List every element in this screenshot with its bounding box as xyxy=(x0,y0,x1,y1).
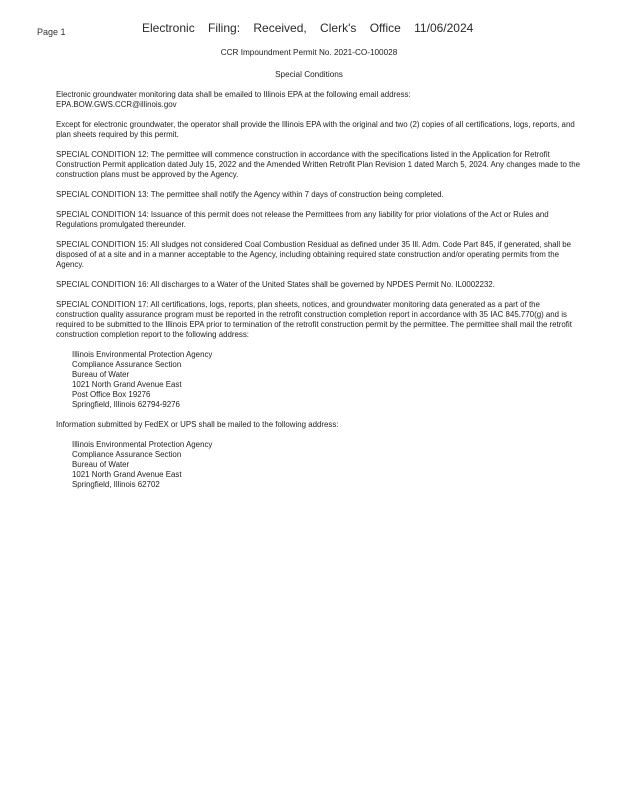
special-condition-15: SPECIAL CONDITION 15: All sludges not considered Coal Combustion Residual as defined under 35 Ill. Adm. Code Part 845, if generated, shall be disposed of at a site and in a manner acceptable to the Agency, including obtaining required state construction and/or operating permits from the Agency. xyxy=(56,240,572,269)
address-line: Illinois Environmental Protection Agency xyxy=(72,350,213,359)
address-line: Bureau of Water xyxy=(72,460,130,469)
email-intro: Electronic groundwater monitoring data shall be emailed to Illinois EPA at the following email address: xyxy=(56,90,411,99)
courier-address xyxy=(72,440,584,490)
special-condition-14: SPECIAL CONDITION 14: Issuance of this permit does not release the Permittees from any liability for prior violations of the Act or Rules and Regulations promulgated thereunder. xyxy=(56,210,549,229)
section-title: Special Conditions xyxy=(275,70,343,79)
email-paragraph xyxy=(56,90,584,110)
address-line: Post Office Box 19276 xyxy=(72,390,151,399)
document-body xyxy=(56,90,584,500)
page-number: Page 1 xyxy=(37,27,66,37)
courier-intro: Information submitted by FedEX or UPS shall be mailed to the following address: xyxy=(56,420,339,429)
special-condition-12: SPECIAL CONDITION 12: The permittee will commence construction in accordance with the specifications listed in the Application for Retrofit Construction Permit application dated July 15, 2022 and the Amended Written Retrofit Plan Revision 1 dated March 5, 2024. Any changes made to the construction plans must be approved by the Agency. xyxy=(56,150,581,179)
mailing-address xyxy=(72,350,584,410)
address-line: 1021 North Grand Avenue East xyxy=(72,380,182,389)
address-line: Springfield, Illinois 62702 xyxy=(72,480,160,489)
address-line: 1021 North Grand Avenue East xyxy=(72,470,182,479)
copies-paragraph: Except for electronic groundwater, the operator shall provide the Illinois EPA with the original and two (2) copies of all certifications, logs, reports, and plan sheets required by this permit. xyxy=(56,120,575,139)
permit-number: CCR Impoundment Permit No. 2021-CO-100028 xyxy=(220,48,398,57)
email-address: EPA.BOW.GWS.CCR@illinois.gov xyxy=(56,100,177,109)
filing-stamp: Electronic Filing: Received, Clerk's Office 11/06/2024 xyxy=(142,21,474,35)
special-condition-17: SPECIAL CONDITION 17: All certifications, logs, reports, plan sheets, notices, and groundwater monitoring data generated as a part of the construction quality assurance program must be reported in the retrofit construction completion report in accordance with 35 IAC 845.770(g) and is required to be submitted to the Illinois EPA prior to termination of the retrofit construction permit by the permittee. The permittee shall mail the retrofit construction completion report to the following address: xyxy=(56,300,572,339)
special-condition-13: SPECIAL CONDITION 13: The permittee shall notify the Agency within 7 days of construction being completed. xyxy=(56,190,444,199)
address-line: Springfield, Illinois 62794-9276 xyxy=(72,400,180,409)
special-condition-16: SPECIAL CONDITION 16: All discharges to a Water of the United States shall be governed by NPDES Permit No. IL0002232. xyxy=(56,280,495,289)
address-line: Compliance Assurance Section xyxy=(72,360,182,369)
address-line: Bureau of Water xyxy=(72,370,130,379)
address-line: Compliance Assurance Section xyxy=(72,450,182,459)
address-line: Illinois Environmental Protection Agency xyxy=(72,440,213,449)
